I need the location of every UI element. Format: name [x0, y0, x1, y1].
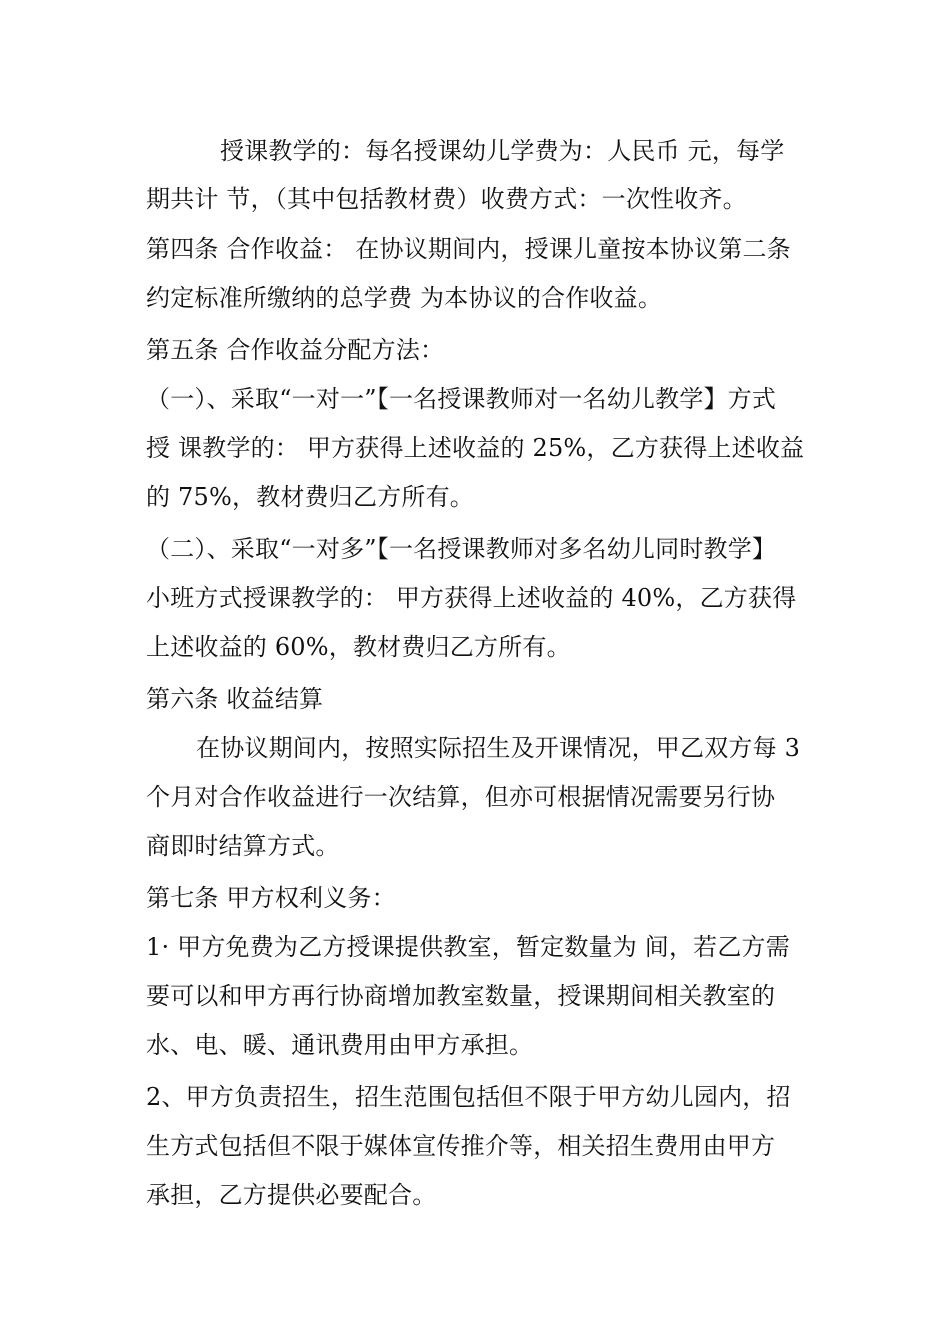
text-line: 期共计 节，（其中包括教材费）收费方式：一次性收齐。: [146, 185, 747, 213]
text-line: 小班方式授课教学的： 甲方获得上述收益的 40%，乙方获得: [146, 584, 797, 612]
text-line: 授课教学的：每名授课幼儿学费为：人民币 元，每学: [220, 137, 785, 165]
text-line: 2、甲方负责招生，招生范围包括但不限于甲方幼儿园内，招: [146, 1083, 791, 1111]
article-heading: 第四条 合作收益： 在协议期间内，授课儿童按本协议第二条: [146, 235, 791, 263]
text-line: 商即时结算方式。: [146, 832, 340, 860]
text-line: 授 课教学的： 甲方获得上述收益的 25%，乙方获得上述收益: [146, 434, 805, 462]
text-line: 约定标准所缴纳的总学费 为本协议的合作收益。: [146, 284, 663, 312]
text-line: 在协议期间内，按照实际招生及开课情况，甲乙双方每 3: [196, 734, 801, 762]
text-line: 要可以和甲方再行协商增加教室数量，授课期间相关教室的: [146, 982, 776, 1010]
text-line: 1· 甲方免费为乙方授课提供教室，暂定数量为 间，若乙方需: [146, 933, 790, 961]
text-line: 上述收益的 60%，教材费归乙方所有。: [146, 633, 571, 661]
text-line: 个月对合作收益进行一次结算，但亦可根据情况需要另行协: [146, 783, 776, 811]
text-line: 的 75%，教材费归乙方所有。: [146, 483, 474, 511]
article-heading: 第七条 甲方权利义务：: [146, 884, 396, 912]
text-line: 承担，乙方提供必要配合。: [146, 1181, 437, 1209]
article-heading: 第五条 合作收益分配方法：: [146, 336, 445, 364]
text-line: （一）、采取“一对一”【一名授课教师对一名幼儿教学】方式: [146, 385, 777, 413]
text-line: 生方式包括但不限于媒体宣传推介等，相关招生费用由甲方: [146, 1132, 776, 1160]
article-heading: 第六条 收益结算: [146, 685, 324, 713]
text-line: （二）、采取“一对多”【一名授课教师对多名幼儿同时教学】: [146, 535, 777, 563]
text-line: 水、电、暖、通讯费用由甲方承担。: [146, 1031, 534, 1059]
